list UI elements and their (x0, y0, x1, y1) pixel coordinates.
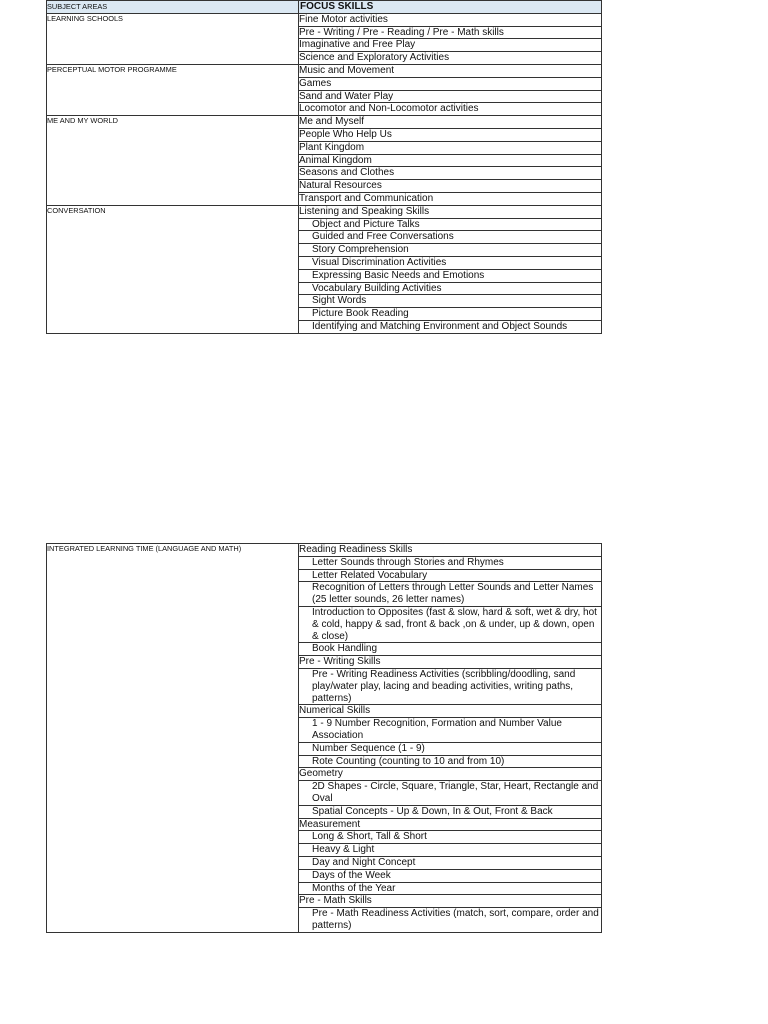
focus-skill-item: Me and Myself (299, 116, 602, 129)
focus-skill-item: Pre - Math Skills (299, 895, 602, 908)
focus-skill-item: Geometry (299, 768, 602, 781)
curriculum-table-top (46, 0, 602, 334)
focus-skill-item: Numerical Skills (299, 705, 602, 718)
curriculum-table-top-body (47, 1, 602, 334)
subject-area-cell: PERCEPTUAL MOTOR PROGRAMME (47, 64, 299, 115)
skill-row (47, 205, 602, 218)
focus-skill-item: People Who Help Us (299, 128, 602, 141)
focus-skill-item: Plant Kingdom (299, 141, 602, 154)
skill-row (47, 544, 602, 557)
focus-skill-subitem: Letter Sounds through Stories and Rhymes (299, 556, 602, 569)
focus-skill-item: Games (299, 77, 602, 90)
skill-row (47, 116, 602, 129)
focus-skill-item: Transport and Communication (299, 192, 602, 205)
focus-skill-item: Imaginative and Free Play (299, 39, 602, 52)
focus-skill-subitem: Months of the Year (299, 882, 602, 895)
focus-skill-item: Measurement (299, 818, 602, 831)
subject-area-cell: LEARNING SCHOOLS (47, 13, 299, 64)
focus-skill-item: Fine Motor activities (299, 13, 602, 26)
focus-skill-subitem: Long & Short, Tall & Short (299, 831, 602, 844)
focus-skill-subitem: Expressing Basic Needs and Emotions (299, 269, 602, 282)
subject-area-cell: CONVERSATION (47, 205, 299, 333)
focus-skill-item: Seasons and Clothes (299, 167, 602, 180)
focus-skill-subitem: Visual Discrimination Activities (299, 256, 602, 269)
focus-skill-subitem: Recognition of Letters through Letter Sounds and Letter Names (25 letter sounds, 26 letter names) (299, 582, 602, 607)
focus-skill-item: Science and Exploratory Activities (299, 52, 602, 65)
focus-skill-subitem: 1 - 9 Number Recognition, Formation and Number Value Association (299, 718, 602, 743)
focus-skill-subitem: Spatial Concepts - Up & Down, In & Out, Front & Back (299, 805, 602, 818)
focus-skill-subitem: Story Comprehension (299, 244, 602, 257)
focus-skill-subitem: Letter Related Vocabulary (299, 569, 602, 582)
focus-skill-item: Listening and Speaking Skills (299, 205, 602, 218)
focus-skill-subitem: Heavy & Light (299, 844, 602, 857)
focus-skill-item: Music and Movement (299, 64, 602, 77)
focus-skill-subitem: Sight Words (299, 295, 602, 308)
focus-skill-item: Pre - Writing / Pre - Reading / Pre - Math skills (299, 26, 602, 39)
curriculum-table-bottom (46, 543, 602, 933)
subject-area-cell: ME AND MY WORLD (47, 116, 299, 206)
focus-skill-subitem: Book Handling (299, 643, 602, 656)
focus-skill-subitem: 2D Shapes - Circle, Square, Triangle, Star, Heart, Rectangle and Oval (299, 781, 602, 806)
focus-skill-subitem: Picture Book Reading (299, 308, 602, 321)
focus-skill-subitem: Identifying and Matching Environment and Object Sounds (299, 320, 602, 333)
skill-row (47, 64, 602, 77)
focus-skills-header: FOCUS SKILLS (299, 1, 602, 14)
subject-areas-header: SUBJECT AREAS (47, 1, 299, 14)
focus-skill-subitem: Number Sequence (1 - 9) (299, 742, 602, 755)
focus-skill-subitem: Pre - Math Readiness Activities (match, sort, compare, order and patterns) (299, 908, 602, 933)
focus-skill-subitem: Pre - Writing Readiness Activities (scribbling/doodling, sand play/water play, lacing and beading activities, writing paths, patterns) (299, 668, 602, 704)
focus-skill-item: Locomotor and Non-Locomotor activities (299, 103, 602, 116)
focus-skill-subitem: Introduction to Opposites (fast & slow, hard & soft, wet & dry, hot & cold, happy & sad, front & back ,on & under, up & down, open & close) (299, 606, 602, 642)
focus-skill-item: Sand and Water Play (299, 90, 602, 103)
skill-row (47, 13, 602, 26)
focus-skill-subitem: Days of the Week (299, 869, 602, 882)
focus-skill-subitem: Day and Night Concept (299, 856, 602, 869)
focus-skill-subitem: Guided and Free Conversations (299, 231, 602, 244)
focus-skill-item: Natural Resources (299, 180, 602, 193)
focus-skill-item: Reading Readiness Skills (299, 544, 602, 557)
focus-skill-item: Animal Kingdom (299, 154, 602, 167)
focus-skill-subitem: Vocabulary Building Activities (299, 282, 602, 295)
focus-skill-subitem: Object and Picture Talks (299, 218, 602, 231)
focus-skill-subitem: Rote Counting (counting to 10 and from 10) (299, 755, 602, 768)
table-header-row (47, 1, 602, 14)
subject-area-cell: INTEGRATED LEARNING TIME (LANGUAGE AND MATH) (47, 544, 299, 933)
focus-skill-item: Pre - Writing Skills (299, 656, 602, 669)
curriculum-table-bottom-body (47, 544, 602, 933)
